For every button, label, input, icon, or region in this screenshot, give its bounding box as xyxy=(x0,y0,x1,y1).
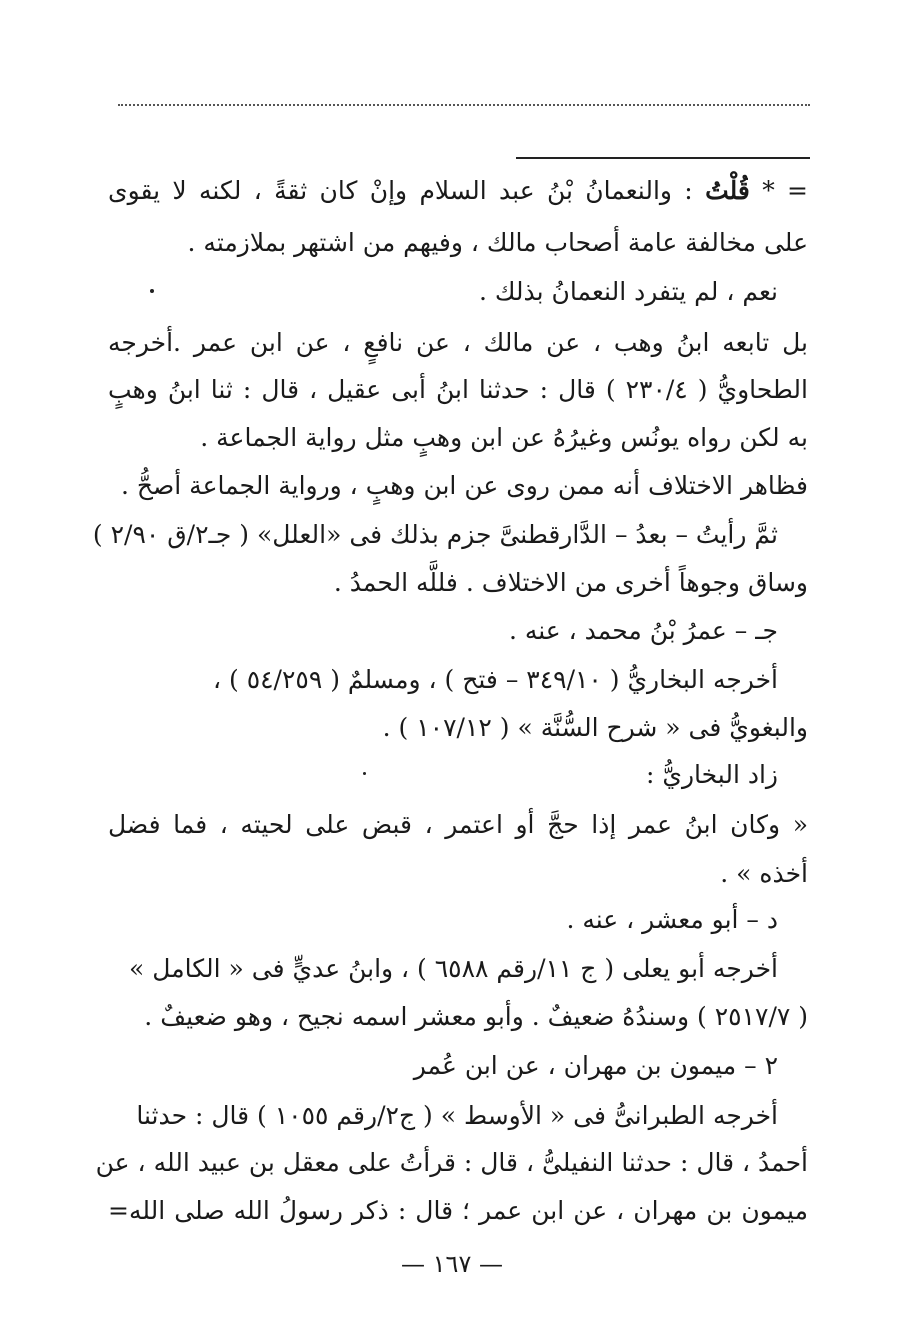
text-line-11: أخرجه البخاريُّ ( ٣٤٩/١٠ – فتح ) ، ومسلمٌ ( ٥٤/٢٥٩ ) ، xyxy=(212,665,778,694)
text-line-17: أخرجه أبو يعلى ( ج ١١/رقم ٦٥٨٨ ) ، وابنُ عديٍّ فى « الكامل » xyxy=(129,954,778,983)
text-line-9: وساق وجوهاً أخرى من الاختلاف . فللَّه الحمدُ . xyxy=(333,568,808,597)
text-line-1: = * قُلْتُ : والنعمانُ بْنُ عبد السلام وإنْ كان ثقةً ، لكنه لا يقوى xyxy=(108,176,808,205)
text-line-3: نعم ، لم يتفرد النعمانُ بذلك . xyxy=(478,277,778,306)
text-line-8: ثمَّ رأيتُ – بعدُ – الدَّارقطنىَّ جزم بذلك فى «العلل» ( جـ٢/ق ٢/٩٠ ) xyxy=(92,520,778,549)
text-line-20: أخرجه الطبرانىُّ فى « الأوسط » ( ج٢/رقم ١٠٥٥ ) قال : حدثنا xyxy=(136,1101,778,1130)
text-line-21: أحمدُ ، قال : حدثنا النفيلىُّ ، قال : قرأتُ على معقل بن عبيد الله ، عن xyxy=(95,1148,808,1177)
text-line-18: ( ٢٥١٧/٧ ) وسندُهُ ضعيفٌ . وأبو معشر اسمه نجيح ، وهو ضعيفٌ . xyxy=(144,1002,808,1031)
text-line-10: جـ – عمرُ بْنُ محمد ، عنه . xyxy=(508,616,778,645)
text-line-13: زاد البخاريُّ : xyxy=(646,760,778,789)
text-line-22: ميمون بن مهران ، عن ابن عمر ؛ قال : ذكر رسولُ الله صلى الله= xyxy=(108,1196,808,1225)
text-line-15: أخذه » . xyxy=(720,859,808,888)
text-line-4: بل تابعه ابنُ وهب ، عن مالك ، عن نافعٍ ، عن ابن عمر .أخرجه xyxy=(108,328,808,357)
text-line-7: فظاهر الاختلاف أنه ممن روى عن ابن وهبٍ ، ورواية الجماعة أصحُّ . xyxy=(121,471,808,500)
stray-ink-dot xyxy=(363,772,366,775)
text-line-14: « وكان ابنُ عمر إذا حجَّ أو اعتمر ، قبض على لحيته ، فما فضل xyxy=(108,810,808,839)
stray-ink-dot xyxy=(150,289,154,293)
footnote-separator-rule xyxy=(516,157,810,159)
text-line-5: الطحاويُّ ( ٢٣٠/٤ ) قال : حدثنا ابنُ أبى عقيل ، قال : ثنا ابنُ وهبٍ xyxy=(108,375,808,404)
text-line-12: والبغويُّ فى « شرح السُّنَّة » ( ١٠٧/١٢ ) . xyxy=(382,713,808,742)
text-line-6: به لكن رواه يونُس وغيرُهُ عن ابن وهبٍ مثل رواية الجماعة . xyxy=(200,423,808,452)
page-number: — ١٦٧ — xyxy=(401,1250,503,1278)
text-line-2: على مخالفة عامة أصحاب مالك ، وفيهم من اشتهر بملازمته . xyxy=(187,228,808,257)
text-line-16: د – أبو معشر ، عنه . xyxy=(566,905,778,934)
header-dotted-rule xyxy=(118,104,810,106)
text-line-19: ٢ – ميمون بن مهران ، عن ابن عُمر xyxy=(413,1051,778,1080)
